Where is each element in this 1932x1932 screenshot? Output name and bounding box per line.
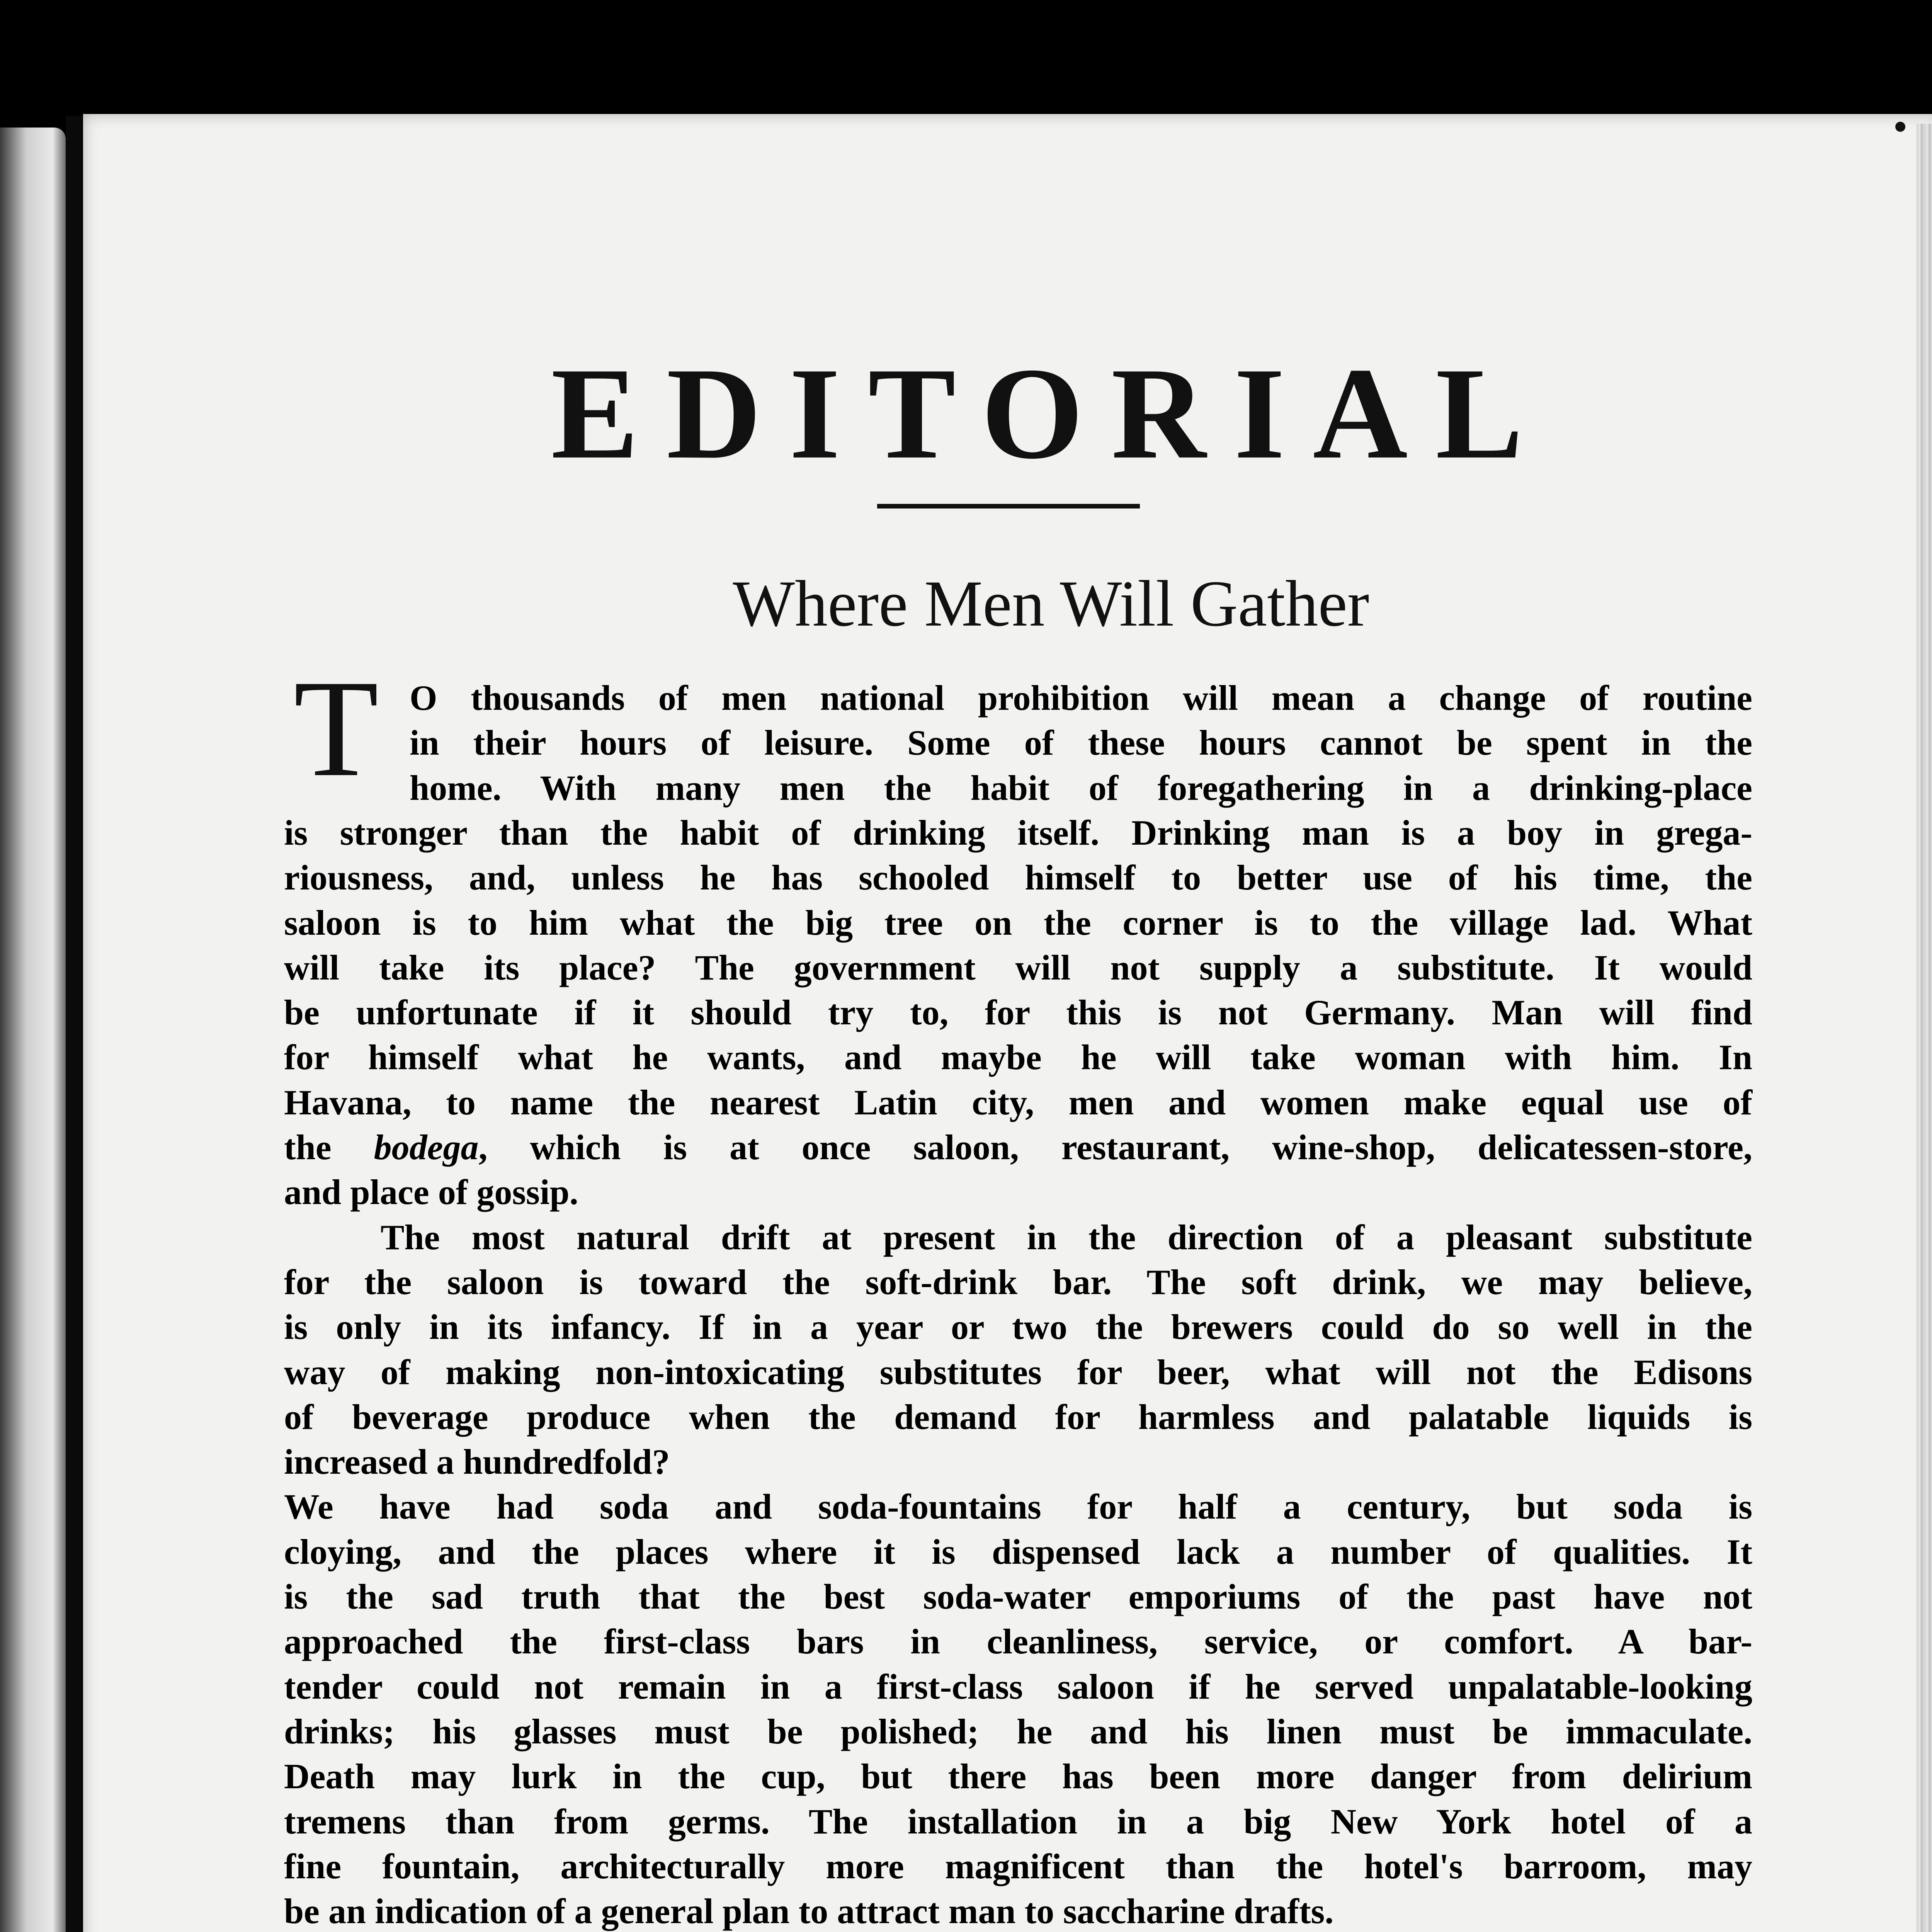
body-line: for himself what he wants, and maybe he will take woman with him. In (284, 1037, 1752, 1077)
article-headline: Where Men Will Gather (733, 567, 1369, 640)
body-line: cloying, and the places where it is dispensed lack a number of qualities. It (284, 1532, 1752, 1571)
body-line: is the sad truth that the best soda-water emporiums of the past have not (284, 1577, 1752, 1616)
body-line: of beverage produce when the demand for harmless and palatable liquids is (284, 1397, 1752, 1437)
drop-cap: T (294, 651, 379, 805)
body-line: We have had soda and soda-fountains for half a century, but soda is (284, 1487, 1752, 1527)
body-line: saloon is to him what the big tree on the corner is to the village lad. What (284, 903, 1752, 942)
body-line: be unfortunate if it should try to, for this is not Germany. Man will find (284, 993, 1752, 1032)
body-line: the bodega, which is at once saloon, restaurant, wine-shop, delicatessen-store, (284, 1128, 1752, 1167)
body-line: be an indication of a general plan to attract man to saccharine drafts. (284, 1891, 1334, 1931)
body-line: for the saloon is toward the soft-drink bar. The soft drink, we may believe, (284, 1262, 1752, 1302)
body-line: O thousands of men national prohibition will mean a change of routine (410, 678, 1752, 718)
body-line: increased a hundredfold? (284, 1442, 670, 1482)
body-line: tender could not remain in a first-class saloon if he served unpalatable-looking (284, 1667, 1752, 1706)
body-line: is only in its infancy. If in a year or two the brewers could do so well in the (284, 1307, 1752, 1347)
body-line: Death may lurk in the cup, but there has been more danger from delirium (284, 1757, 1752, 1796)
italic-word: bodega (374, 1128, 479, 1167)
body-line: way of making non-intoxicating substitutes for beer, what will not the Edisons (284, 1352, 1752, 1392)
body-line: approached the first-class bars in cleanliness, service, or comfort. A bar- (284, 1622, 1752, 1662)
body-line: and place of gossip. (284, 1172, 578, 1212)
masthead-title: EDITORIAL (551, 340, 1551, 486)
body-line: The most natural drift at present in the direction of a pleasant substitute (381, 1217, 1752, 1257)
body-line: home. With many men the habit of foregathering in a drinking-place (410, 768, 1752, 808)
body-line: tremens than from germs. The installation in a big New York hotel of a (284, 1801, 1752, 1841)
body-line: drinks; his glasses must be polished; he and his linen must be immaculate. (284, 1711, 1752, 1751)
body-line: Havana, to name the nearest Latin city, men and women make equal use of (284, 1082, 1752, 1122)
body-line: will take its place? The government will not supply a substitute. It would (284, 947, 1752, 987)
body-line: fine fountain, architecturally more magnificent than the hotel's barroom, may (284, 1846, 1752, 1886)
body-line: is stronger than the habit of drinking itself. Drinking man is a boy in grega- (284, 813, 1752, 852)
body-line: in their hours of leisure. Some of these hours cannot be spent in the (410, 723, 1752, 763)
body-line: riousness, and, unless he has schooled himself to better use of his time, the (284, 858, 1752, 898)
